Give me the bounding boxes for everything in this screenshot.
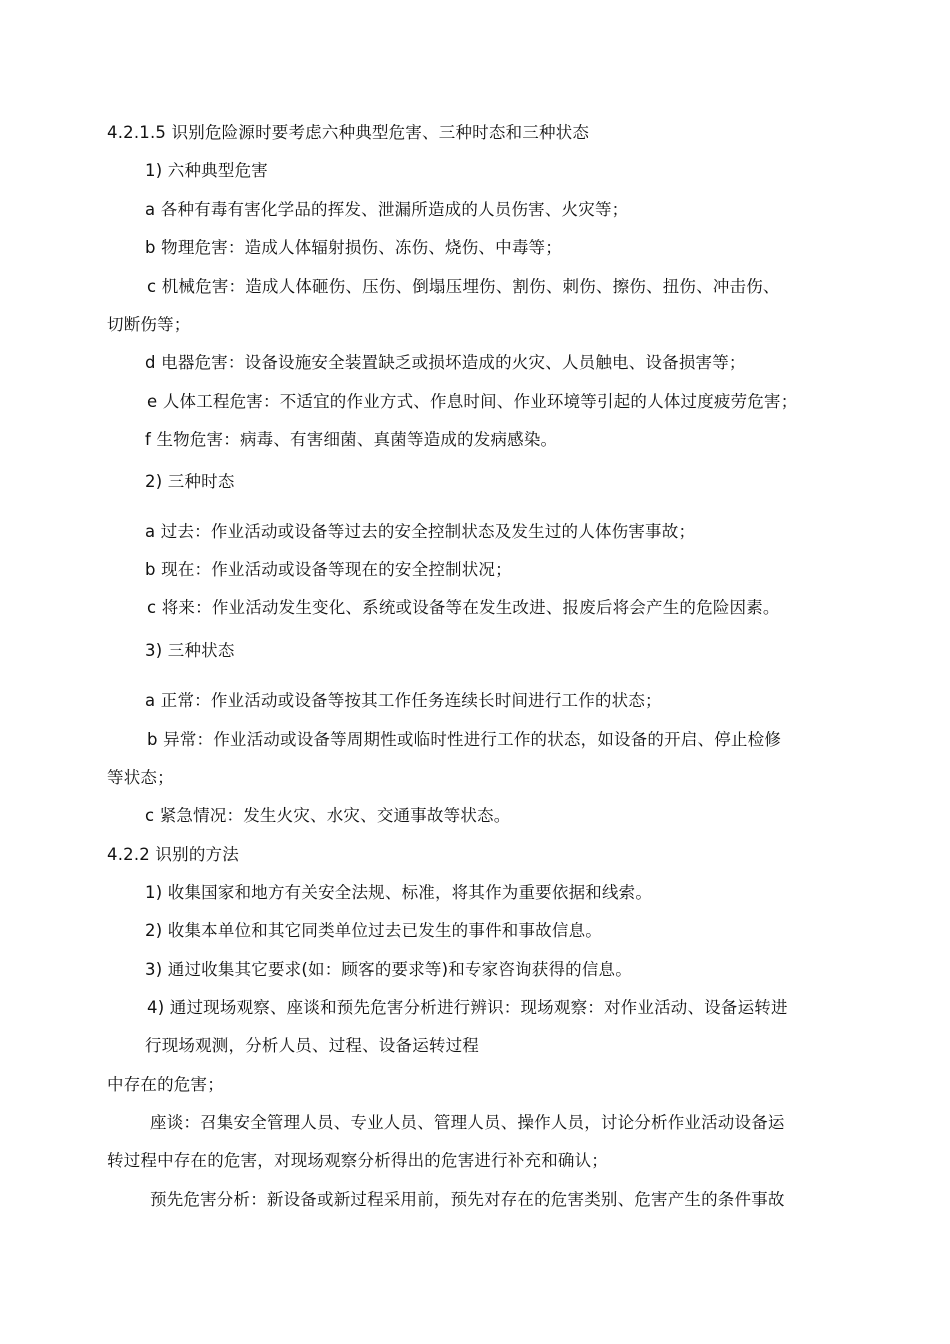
subheading-six-hazards: 1) 六种典型危害 (145, 161, 268, 180)
paragraph-line: b 现在：作业活动或设备等现在的安全控制状况； (145, 560, 512, 579)
paragraph-line: c 紧急情况：发生火灾、水灾、交通事故等状态。 (145, 806, 511, 825)
paragraph-line: 2) 收集本单位和其它同类单位过去已发生的事件和事故信息。 (145, 921, 602, 940)
paragraph-line: 座谈：召集安全管理人员、专业人员、管理人员、操作人员，讨论分析作业活动设备运 (150, 1113, 785, 1132)
paragraph-line: 行现场观测，分析人员、过程、设备运转过程 (145, 1036, 479, 1055)
paragraph-line: 切断伤等； (107, 315, 191, 334)
paragraph-line: 转过程中存在的危害，对现场观察分析得出的危害进行补充和确认； (107, 1151, 608, 1170)
paragraph-line: 1) 收集国家和地方有关安全法规、标准，将其作为重要依据和线索。 (145, 883, 653, 902)
paragraph-line: f 生物危害：病毒、有害细菌、真菌等造成的发病感染。 (145, 430, 558, 449)
subheading-three-tenses: 2) 三种时态 (145, 472, 235, 491)
section-heading-4-2-2: 4.2.2 识别的方法 (107, 845, 239, 864)
paragraph-line: a 过去：作业活动或设备等过去的安全控制状态及发生过的人体伤害事故； (145, 522, 696, 541)
paragraph-line: 中存在的危害； (107, 1075, 224, 1094)
paragraph-line: b 物理危害：造成人体辐射损伤、冻伤、烧伤、中毒等； (145, 238, 562, 257)
paragraph-line: b 异常：作业活动或设备等周期性或临时性进行工作的状态，如设备的开启、停止检修 (147, 730, 782, 749)
subheading-three-states: 3) 三种状态 (145, 641, 235, 660)
paragraph-line: d 电器危害：设备设施安全装置缺乏或损坏造成的火灾、人员触电、设备损害等； (145, 353, 746, 372)
paragraph-line: e 人体工程危害：不适宜的作业方式、作息时间、作业环境等引起的人体过度疲劳危害； (147, 392, 798, 411)
paragraph-line: c 将来：作业活动发生变化、系统或设备等在发生改进、报废后将会产生的危险因素。 (147, 598, 780, 617)
paragraph-line: a 各种有毒有害化学品的挥发、泄漏所造成的人员伤害、火灾等； (145, 200, 629, 219)
paragraph-line: a 正常：作业活动或设备等按其工作任务连续长时间进行工作的状态； (145, 691, 662, 710)
paragraph-line: 4) 通过现场观察、座谈和预先危害分析进行辨识：现场观察：对作业活动、设备运转进 (147, 998, 788, 1017)
paragraph-line: 预先危害分析：新设备或新过程采用前，预先对存在的危害类别、危害产生的条件事故 (150, 1190, 785, 1209)
paragraph-line: c 机械危害：造成人体砸伤、压伤、倒塌压埋伤、割伤、刺伤、擦伤、扭伤、冲击伤、 (147, 277, 780, 296)
paragraph-line: 等状态； (107, 768, 174, 787)
paragraph-line: 3) 通过收集其它要求(如：顾客的要求等)和专家咨询获得的信息。 (145, 960, 632, 979)
section-heading-4-2-1-5: 4.2.1.5 识别危险源时要考虑六种典型危害、三种时态和三种状态 (107, 123, 590, 142)
